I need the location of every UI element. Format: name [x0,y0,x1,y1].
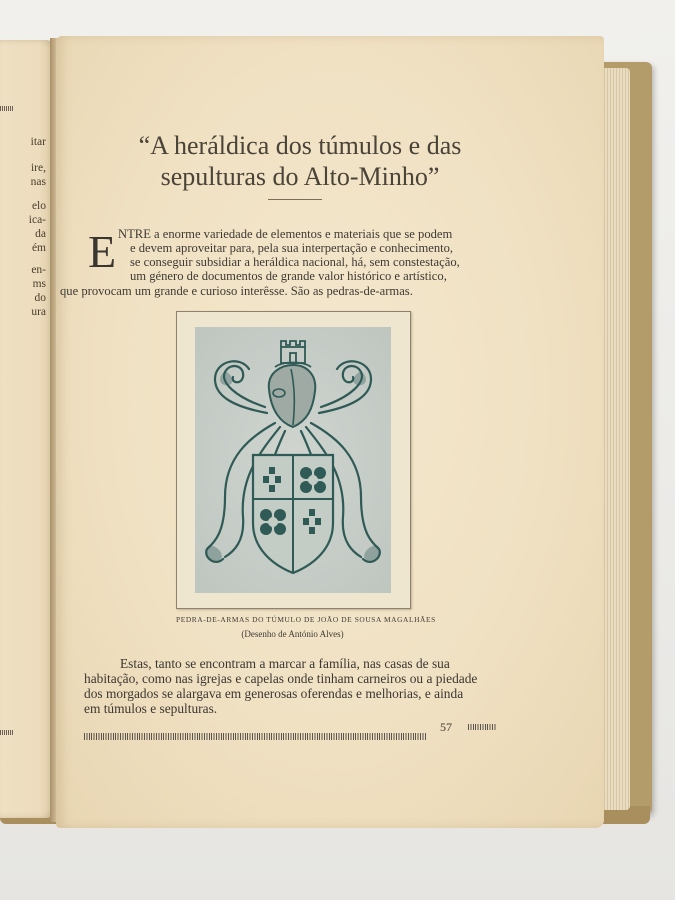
footer-ornament-left [84,733,426,740]
left-page-fragment: itar [30,136,46,148]
chapter-title-line-1: “A heráldica dos túmulos e das [138,131,462,160]
plate-credit: (Desenho de António Alves) [241,629,344,639]
left-page [0,40,56,818]
left-page-fragment: ms [32,278,46,290]
intro-line: que provocam um grande e curioso interêsse. São as pedras-de-armas. [60,284,413,298]
title-divider [268,199,322,200]
coat-of-arms-illustration [195,327,391,593]
left-page-ornament [0,730,14,735]
coat-of-arms-plate [176,311,411,609]
drop-cap: E [88,226,117,277]
left-page-fragment: da [35,228,46,240]
body-line: Estas, tanto se encontram a marcar a família, nas casas de sua [120,656,450,671]
left-page-fragment: ire, [30,162,46,174]
left-page-fragment: nas [30,176,46,188]
left-page-ornament [0,106,14,111]
left-page-fragment: ura [31,306,46,318]
left-page-fragment: ica- [28,214,46,226]
left-page-fragment: do [34,292,46,304]
body-line: habitação, como nas igrejas e capelas onde tinham carneiros ou a piedade [84,671,478,686]
left-page-fragment: en- [31,264,46,276]
intro-line: se conseguir subsidiar a heráldica nacional, há, sem constestação, [130,255,460,269]
intro-line: e devem aproveitar para, pela sua interpertação e conhecimento, [130,241,454,255]
left-page-fragment: ém [31,242,46,254]
page-number: 57 [440,720,452,734]
footer-ornament-right [468,724,496,730]
body-line: em túmulos e sepulturas. [84,701,218,716]
chapter-title-line-2: sepulturas do Alto-Minho” [160,162,440,191]
plate-caption: PEDRA-DE-ARMAS DO TÚMULO DE JOÃO DE SOUSA MAGALHÃES [176,615,436,624]
intro-line: NTRE a enorme variedade de elementos e materiais que se podem [118,227,453,241]
intro-line: um género de documentos de grande valor histórico e artístico, [130,269,447,283]
left-page-fragment: elo [31,200,46,212]
body-line: dos morgados se alargava em generosas oferendas e melhorias, e ainda [84,686,464,701]
